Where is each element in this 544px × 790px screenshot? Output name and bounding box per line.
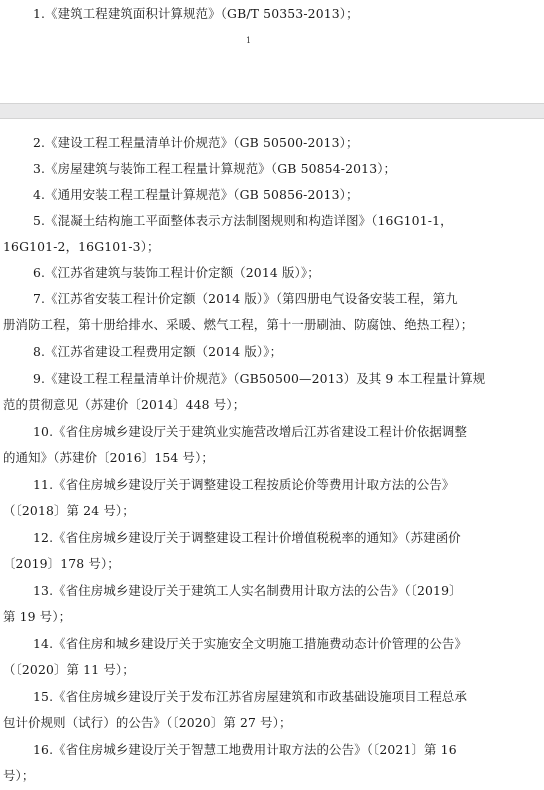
reference-item-10: 10.《省住房城乡建设厅关于建筑业实施营改增后江苏省建设工程计价依据调整: [33, 424, 467, 439]
reference-item-10-cont: 的通知》（苏建价〔2016〕154 号）；: [3, 450, 214, 465]
page-separator: [0, 103, 544, 119]
reference-item-11-cont: （〔2018〕第 24 号）；: [3, 503, 135, 518]
page-number: 1: [246, 36, 252, 45]
reference-item-8: 8.《江苏省建设工程费用定额（2014 版）》；: [33, 344, 283, 359]
reference-item-14-cont: （〔2020〕第 11 号）；: [3, 662, 135, 677]
page-1-bottom: [0, 0, 544, 103]
reference-item-16-cont: 号）；: [3, 768, 35, 783]
reference-item-6: 6.《江苏省建筑与装饰工程计价定额（2014 版）》；: [33, 265, 320, 280]
reference-item-9: 9.《建设工程工程量清单计价规范》（GB50500—2013）及其 9 本工程量计算规: [33, 371, 486, 386]
reference-item-15-cont: 包计价规则（试行）的公告》（〔2020〕第 27 号）；: [3, 715, 292, 730]
reference-item-3: 3.《房屋建筑与装饰工程工程量计算规范》（GB 50854-2013）；: [33, 161, 397, 176]
reference-item-13: 13.《省住房城乡建设厅关于建筑工人实名制费用计取方法的公告》（〔2019〕: [33, 583, 462, 598]
reference-item-12-cont: 〔2019〕178 号）；: [3, 556, 120, 571]
reference-item-7-cont: 册消防工程，第十册给排水、采暖、燃气工程，第十一册刷油、防腐蚀、绝热工程）；: [3, 317, 474, 332]
reference-item-5: 5.《混凝土结构施工平面整体表示方法制图规则和构造详图》（16G101-1，: [33, 213, 453, 228]
reference-item-12: 12.《省住房城乡建设厅关于调整建设工程计价增值税税率的通知》（苏建函价: [33, 530, 461, 545]
reference-item-5-cont: 16G101-2，16G101-3）；: [3, 239, 160, 254]
reference-item-9-cont: 范的贯彻意见（苏建价〔2014〕448 号）；: [3, 397, 246, 412]
reference-item-13-cont: 第 19 号）；: [3, 609, 72, 624]
reference-item-14: 14.《省住房和城乡建设厅关于实施安全文明施工措施费动态计价管理的公告》: [33, 636, 467, 651]
reference-item-2: 2.《建设工程工程量清单计价规范》（GB 50500-2013）；: [33, 135, 359, 150]
reference-item-16: 16.《省住房城乡建设厅关于智慧工地费用计取方法的公告》（〔2021〕第 16: [33, 742, 457, 757]
reference-item-4: 4.《通用安装工程工程量计算规范》（GB 50856-2013）；: [33, 187, 359, 202]
reference-item-11: 11.《省住房城乡建设厅关于调整建设工程按质论价等费用计取方法的公告》: [33, 477, 455, 492]
reference-item-1: 1.《建筑工程建筑面积计算规范》（GB/T 50353-2013）；: [33, 6, 359, 21]
reference-item-15: 15.《省住房城乡建设厅关于发布江苏省房屋建筑和市政基础设施项目工程总承: [33, 689, 467, 704]
reference-item-7: 7.《江苏省安装工程计价定额（2014 版）》（第四册电气设备安装工程，第九: [33, 291, 458, 306]
